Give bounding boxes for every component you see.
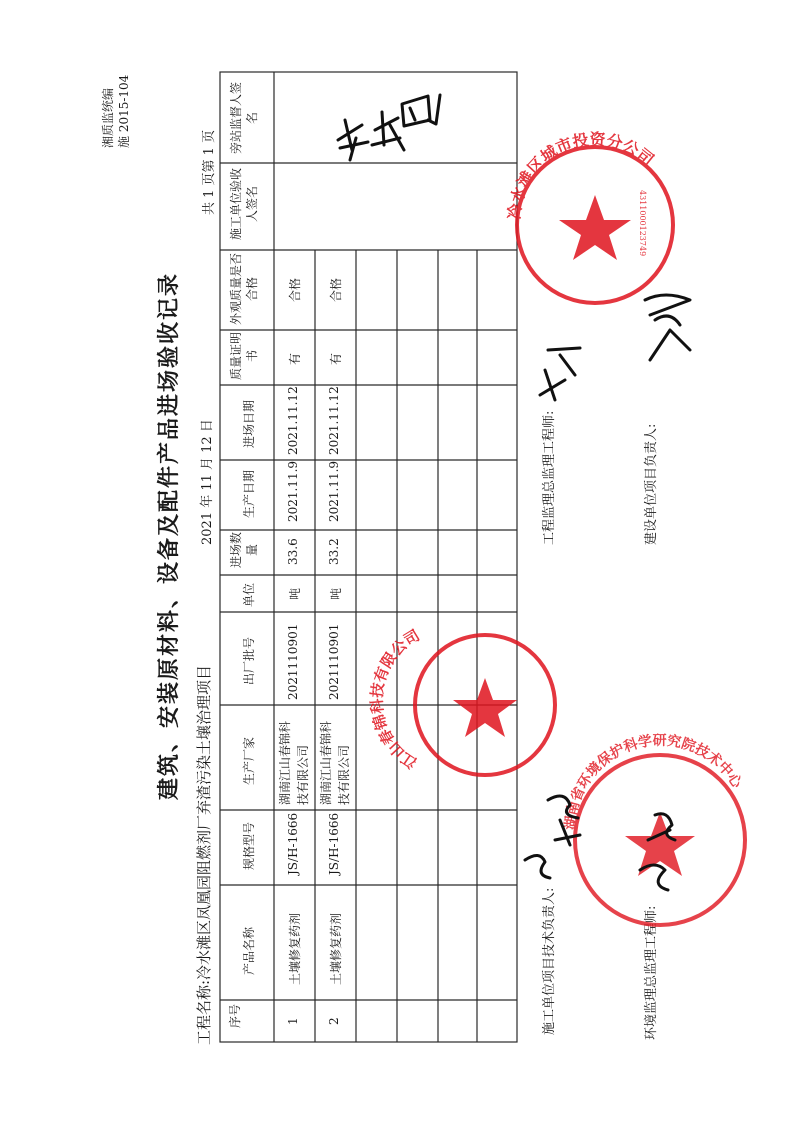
header-manufacturer: 生产厂家 (242, 736, 256, 785)
stamp-city-investment (505, 130, 673, 303)
row1-manufacturer: 湖南江山春锦科技有限公司 (278, 720, 310, 805)
row2-production-date: 2021.11.9 (327, 460, 341, 522)
form-code-line2: 施 2015-104 (117, 74, 131, 148)
row1-product: 土壤修复药剂 (288, 912, 302, 985)
svg-text:冷水滩区城市投资分公司: 冷水滩区城市投资分公司 (504, 129, 658, 221)
stamp-env-institute (562, 732, 746, 925)
header-production-date: 生产日期 (242, 469, 256, 518)
form-code-line1: 湘质监统编 (101, 87, 115, 148)
header-qty: 进场数量 (229, 532, 259, 569)
svg-text:湖南省环境保护科学研究院技术中心: 湖南省环境保护科学研究院技术中心 (562, 732, 745, 831)
header-batch: 出厂批号 (242, 636, 256, 685)
header-entry-date: 进场日期 (242, 399, 256, 448)
svg-text:4311000123749: 4311000123749 (638, 190, 647, 257)
document-title: 建筑、安装原材料、设备及配件产品进场验收记录 (156, 271, 182, 800)
row1-production-date: 2021.11.9 (286, 460, 300, 522)
header-index: 序号 (228, 1004, 242, 1029)
row1-certificate: 有 (288, 352, 302, 365)
header-spec: 规格型号 (242, 821, 256, 870)
header-product-name: 产品名称 (242, 926, 256, 975)
row2-unit: 吨 (329, 587, 343, 600)
row2-entry-date: 2021.11.12 (327, 386, 341, 455)
supervision-engineer-label: 工程监理总监理工程师: (542, 410, 557, 545)
row2-product: 土壤修复药剂 (329, 912, 343, 985)
env-supervision-engineer-label: 环境监理总监理工程师: (644, 905, 659, 1040)
row2-manufacturer: 湖南江山春锦科技有限公司 (319, 720, 351, 805)
row2-spec: JS/H-1666 (327, 812, 341, 875)
row1-batch: 2021110901 (286, 623, 300, 700)
header-appearance: 外观质量是否合格 (229, 252, 259, 325)
header-supervisor-signer: 旁站监督人签名 (229, 82, 259, 155)
project-name: 工程名称:冷水滩区凤凰园阻燃剂厂弃渣污染土壤治理项目 (195, 664, 213, 1045)
row2-appearance: 合格 (329, 277, 343, 302)
handwritten-signatures (525, 295, 690, 890)
row2-qty: 33.2 (327, 538, 341, 565)
row1-qty: 33.6 (286, 538, 300, 565)
stamp-jiangshan (368, 626, 555, 775)
row1-entry-date: 2021.11.12 (286, 386, 300, 455)
owner-project-lead-label: 建设单位项目负责人: (644, 423, 659, 545)
record-date: 2021 年 11 月 12 日 (200, 419, 215, 545)
row2-batch: 2021110901 (327, 623, 341, 700)
header-unit: 单位 (242, 582, 256, 607)
page-counter: 共 1 页第 1 页 (202, 129, 217, 215)
row2-index: 2 (327, 1017, 341, 1025)
row1-appearance: 合格 (288, 277, 302, 302)
svg-text:江山春锦科技有限公司: 江山春锦科技有限公司 (367, 626, 423, 772)
header-construction-signer: 施工单位验收人签名 (229, 168, 259, 241)
row2-certificate: 有 (329, 352, 343, 365)
header-certificate: 质量证明书 (229, 331, 259, 380)
row1-spec: JS/H-1666 (286, 812, 300, 875)
construction-tech-lead-label: 施工单位项目技术负责人: (542, 887, 557, 1035)
row1-unit: 吨 (288, 587, 302, 600)
row1-index: 1 (286, 1017, 300, 1025)
